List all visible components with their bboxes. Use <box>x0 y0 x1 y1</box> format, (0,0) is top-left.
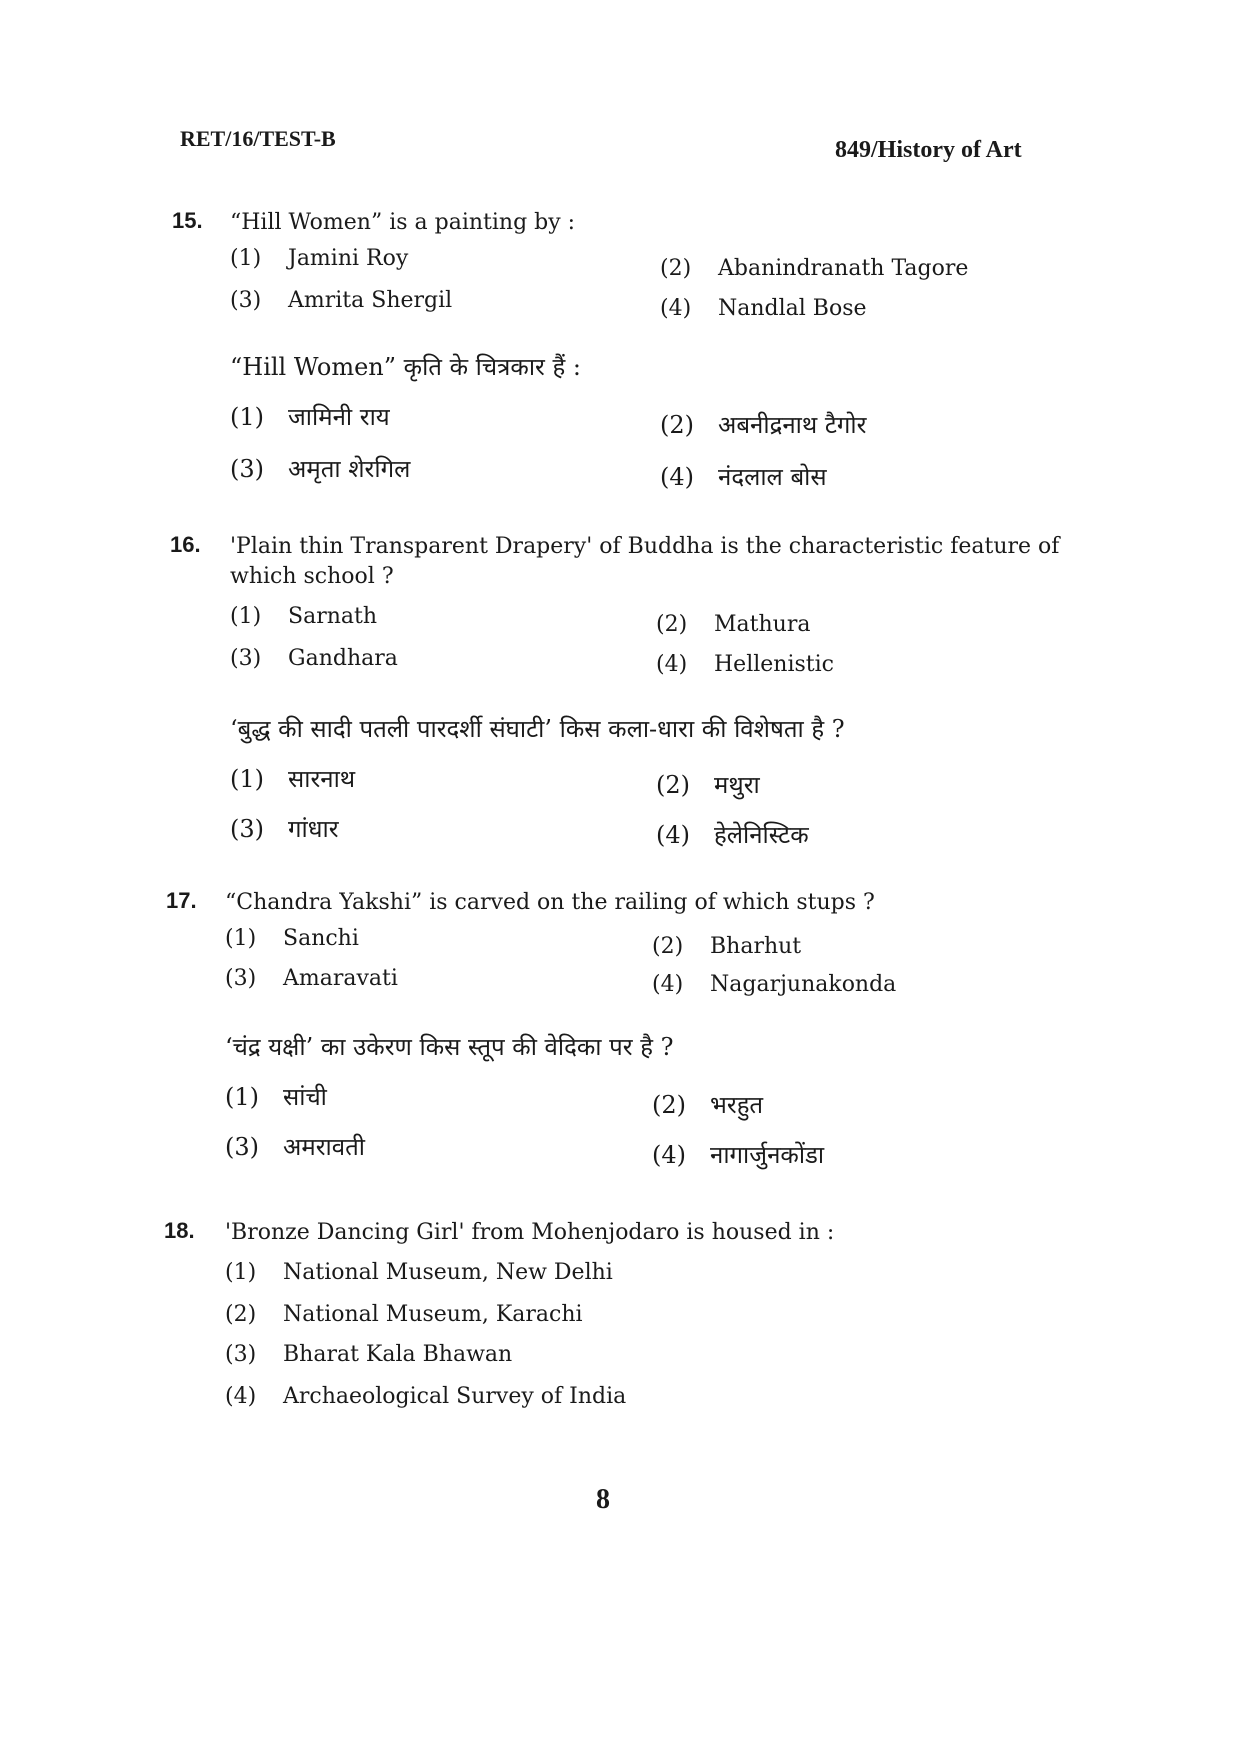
option-2-en: (2) Bharhut <box>652 934 802 959</box>
question-number: 16. <box>170 532 201 557</box>
option-2-hi: (2) मथुरा <box>656 771 760 799</box>
question-text-en: “Chandra Yakshi” is carved on the railing of which stups ? <box>225 890 875 915</box>
option-3-hi: (3) अमरावती <box>225 1133 365 1161</box>
paper-code: RET/16/TEST-B <box>180 126 336 151</box>
option-1-hi: (1) सांची <box>225 1083 327 1111</box>
option-3-en: (3) Amaravati <box>225 966 398 991</box>
option-3-en: (3) Bharat Kala Bhawan <box>225 1342 513 1367</box>
question-number: 15. <box>172 208 203 233</box>
option-1-en: (1) Jamini Roy <box>230 246 409 271</box>
question-number: 18. <box>164 1218 195 1243</box>
option-1-en: (1) Sarnath <box>230 604 377 629</box>
subject-title: 849/History of Art <box>835 137 1022 163</box>
option-4-en: (4) Nandlal Bose <box>660 296 867 321</box>
option-4-en: (4) Hellenistic <box>656 652 834 677</box>
option-3-hi: (3) गांधार <box>230 815 339 843</box>
option-1-en: (1) Sanchi <box>225 926 359 951</box>
option-3-hi: (3) अमृता शेरगिल <box>230 455 411 483</box>
option-1-hi: (1) जामिनी राय <box>230 403 390 431</box>
question-text-en: 'Plain thin Transparent Drapery' of Buddha is the characteristic feature of which school ? <box>230 534 1060 589</box>
question-text-en: “Hill Women” is a painting by : <box>230 210 576 235</box>
option-1-hi: (1) सारनाथ <box>230 765 356 793</box>
option-2-hi: (2) अबनीद्रनाथ टैगोर <box>660 411 867 439</box>
question-text-hi: “Hill Women” कृति के चित्रकार हैं : <box>230 353 581 381</box>
option-2-en: (2) National Museum, Karachi <box>225 1302 583 1327</box>
question-text-hi: ‘बुद्ध की सादी पतली पारदर्शी संघाटी’ किस कला-धारा की विशेषता है ? <box>230 715 845 743</box>
option-4-hi: (4) नागार्जुनकोंडा <box>652 1141 825 1169</box>
page-number: 8 <box>596 1484 610 1515</box>
question-text-hi: ‘चंद्र यक्षी’ का उकेरण किस स्तूप की वेदिका पर है ? <box>225 1033 674 1061</box>
option-3-en: (3) Gandhara <box>230 646 398 671</box>
option-4-en: (4) Archaeological Survey of India <box>225 1384 627 1409</box>
option-4-hi: (4) नंदलाल बोस <box>660 463 827 491</box>
option-1-en: (1) National Museum, New Delhi <box>225 1260 613 1285</box>
question-text-en: 'Bronze Dancing Girl' from Mohenjodaro is housed in : <box>225 1220 835 1245</box>
question-number: 17. <box>166 888 197 913</box>
option-2-en: (2) Abanindranath Tagore <box>660 256 969 281</box>
option-3-en: (3) Amrita Shergil <box>230 288 453 313</box>
option-4-en: (4) Nagarjunakonda <box>652 972 897 997</box>
option-2-en: (2) Mathura <box>656 612 811 637</box>
option-4-hi: (4) हेलेनिस्टिक <box>656 821 809 849</box>
option-2-hi: (2) भरहुत <box>652 1091 764 1119</box>
